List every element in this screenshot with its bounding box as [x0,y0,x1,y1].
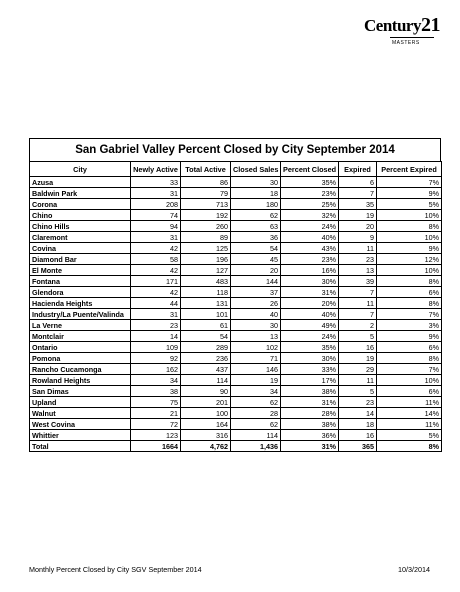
value-cell: 7% [377,309,442,320]
value-cell: 23% [281,188,339,199]
value-cell: 13 [231,331,281,342]
city-cell: Fontana [30,276,131,287]
value-cell: 7 [339,309,377,320]
value-cell: 54 [181,331,231,342]
value-cell: 102 [231,342,281,353]
value-cell: 23% [281,254,339,265]
value-cell: 14 [339,408,377,419]
table-row [30,221,442,232]
value-cell: 63 [231,221,281,232]
value-cell: 45 [231,254,281,265]
value-cell: 6% [377,287,442,298]
value-cell: 10% [377,375,442,386]
value-cell: 62 [231,397,281,408]
column-header: Percent Expired [377,162,442,177]
value-cell: 118 [181,287,231,298]
table-row [30,265,442,276]
value-cell: 16 [339,342,377,353]
city-cell: Corona [30,199,131,210]
total-value-cell: 365 [339,441,377,452]
value-cell: 20 [339,221,377,232]
city-cell: Baldwin Park [30,188,131,199]
total-value-cell: 1,436 [231,441,281,452]
table-row [30,309,442,320]
total-label-cell: Total [30,441,131,452]
table-row [30,188,442,199]
value-cell: 31 [131,232,181,243]
value-cell: 114 [181,375,231,386]
value-cell: 43% [281,243,339,254]
value-cell: 32% [281,210,339,221]
city-cell: Hacienda Heights [30,298,131,309]
value-cell: 201 [181,397,231,408]
value-cell: 3% [377,320,442,331]
total-value-cell: 31% [281,441,339,452]
value-cell: 40% [281,232,339,243]
value-cell: 8% [377,221,442,232]
table-row [30,243,442,254]
table-row [30,353,442,364]
value-cell: 20% [281,298,339,309]
logo-brand-text: Century [364,16,421,35]
value-cell: 18 [339,419,377,430]
city-cell: Upland [30,397,131,408]
century21-logo [364,14,444,52]
value-cell: 10% [377,210,442,221]
value-cell: 89 [181,232,231,243]
value-cell: 9% [377,331,442,342]
value-cell: 12% [377,254,442,265]
table-row [30,419,442,430]
logo-subtitle: MASTERS [392,40,420,46]
city-cell: Ontario [30,342,131,353]
table-row [30,320,442,331]
city-cell: La Verne [30,320,131,331]
column-header: City [30,162,131,177]
table-row [30,254,442,265]
value-cell: 40 [231,309,281,320]
value-cell: 10% [377,232,442,243]
value-cell: 146 [231,364,281,375]
city-cell: San Dimas [30,386,131,397]
value-cell: 171 [131,276,181,287]
value-cell: 180 [231,199,281,210]
value-cell: 28 [231,408,281,419]
value-cell: 5% [377,430,442,441]
value-cell: 31 [131,188,181,199]
column-header: Percent Closed [281,162,339,177]
value-cell: 30 [231,177,281,188]
value-cell: 23 [131,320,181,331]
value-cell: 90 [181,386,231,397]
value-cell: 125 [181,243,231,254]
value-cell: 37 [231,287,281,298]
value-cell: 192 [181,210,231,221]
value-cell: 11 [339,243,377,254]
value-cell: 16 [339,430,377,441]
value-cell: 8% [377,276,442,287]
table-row [30,342,442,353]
value-cell: 8% [377,353,442,364]
table-body [30,177,442,452]
table-row [30,287,442,298]
value-cell: 35% [281,177,339,188]
value-cell: 10% [377,265,442,276]
city-cell: Azusa [30,177,131,188]
value-cell: 18 [231,188,281,199]
value-cell: 26 [231,298,281,309]
column-header: Newly Active [131,162,181,177]
value-cell: 86 [181,177,231,188]
value-cell: 35 [339,199,377,210]
city-cell: Rancho Cucamonga [30,364,131,375]
table-row [30,364,442,375]
value-cell: 38 [131,386,181,397]
value-cell: 62 [231,419,281,430]
value-cell: 289 [181,342,231,353]
value-cell: 8% [377,298,442,309]
table-row [30,232,442,243]
value-cell: 62 [231,210,281,221]
logo-underline [390,37,434,38]
value-cell: 100 [181,408,231,419]
value-cell: 28% [281,408,339,419]
city-cell: Chino [30,210,131,221]
value-cell: 208 [131,199,181,210]
value-cell: 61 [181,320,231,331]
total-value-cell: 4,762 [181,441,231,452]
logo-number: 21 [420,14,440,36]
footer-date: 10/3/2014 [398,565,430,574]
city-cell: Diamond Bar [30,254,131,265]
value-cell: 101 [181,309,231,320]
value-cell: 44 [131,298,181,309]
city-cell: Walnut [30,408,131,419]
value-cell: 260 [181,221,231,232]
value-cell: 34 [131,375,181,386]
total-value-cell: 1664 [131,441,181,452]
value-cell: 23 [339,254,377,265]
value-cell: 11% [377,419,442,430]
value-cell: 11% [377,397,442,408]
table-row [30,210,442,221]
value-cell: 127 [181,265,231,276]
value-cell: 30% [281,353,339,364]
table-row [30,331,442,342]
value-cell: 164 [181,419,231,430]
city-cell: Whittier [30,430,131,441]
value-cell: 144 [231,276,281,287]
percent-closed-table [29,161,442,452]
table-row [30,298,442,309]
value-cell: 74 [131,210,181,221]
table-row [30,199,442,210]
value-cell: 49% [281,320,339,331]
value-cell: 14% [377,408,442,419]
table-row [30,177,442,188]
value-cell: 34 [231,386,281,397]
value-cell: 131 [181,298,231,309]
value-cell: 36 [231,232,281,243]
value-cell: 5% [377,199,442,210]
value-cell: 9% [377,188,442,199]
value-cell: 316 [181,430,231,441]
table-row [30,375,442,386]
value-cell: 29 [339,364,377,375]
table-header-row [30,162,442,177]
table-row [30,430,442,441]
value-cell: 40% [281,309,339,320]
value-cell: 7 [339,188,377,199]
value-cell: 39 [339,276,377,287]
value-cell: 109 [131,342,181,353]
value-cell: 33% [281,364,339,375]
value-cell: 31% [281,397,339,408]
value-cell: 14 [131,331,181,342]
value-cell: 11 [339,298,377,309]
value-cell: 17% [281,375,339,386]
value-cell: 6 [339,177,377,188]
city-cell: Rowland Heights [30,375,131,386]
value-cell: 35% [281,342,339,353]
table-row [30,397,442,408]
city-cell: Industry/La Puente/Valinda [30,309,131,320]
total-value-cell: 8% [377,441,442,452]
value-cell: 483 [181,276,231,287]
value-cell: 71 [231,353,281,364]
value-cell: 72 [131,419,181,430]
value-cell: 11 [339,375,377,386]
value-cell: 437 [181,364,231,375]
value-cell: 31 [131,309,181,320]
value-cell: 7 [339,287,377,298]
value-cell: 23 [339,397,377,408]
table-row [30,408,442,419]
total-row [30,441,442,452]
value-cell: 13 [339,265,377,276]
city-cell: Chino Hills [30,221,131,232]
column-header: Closed Sales [231,162,281,177]
value-cell: 5 [339,386,377,397]
table-title: San Gabriel Valley Percent Closed by City September 2014 [29,138,441,161]
value-cell: 21 [131,408,181,419]
value-cell: 92 [131,353,181,364]
value-cell: 25% [281,199,339,210]
value-cell: 16% [281,265,339,276]
value-cell: 42 [131,265,181,276]
report-table-container [29,138,441,452]
city-cell: El Monte [30,265,131,276]
city-cell: Covina [30,243,131,254]
city-cell: Pomona [30,353,131,364]
value-cell: 20 [231,265,281,276]
column-header: Expired [339,162,377,177]
value-cell: 6% [377,342,442,353]
value-cell: 123 [131,430,181,441]
value-cell: 38% [281,386,339,397]
value-cell: 5 [339,331,377,342]
value-cell: 42 [131,287,181,298]
value-cell: 24% [281,331,339,342]
city-cell: Montclair [30,331,131,342]
value-cell: 36% [281,430,339,441]
value-cell: 196 [181,254,231,265]
value-cell: 79 [181,188,231,199]
value-cell: 54 [231,243,281,254]
value-cell: 31% [281,287,339,298]
city-cell: Claremont [30,232,131,243]
value-cell: 236 [181,353,231,364]
value-cell: 19 [231,375,281,386]
footer-report-name: Monthly Percent Closed by City SGV September 2014 [29,565,202,574]
value-cell: 19 [339,210,377,221]
value-cell: 7% [377,364,442,375]
value-cell: 713 [181,199,231,210]
value-cell: 19 [339,353,377,364]
value-cell: 6% [377,386,442,397]
value-cell: 162 [131,364,181,375]
value-cell: 38% [281,419,339,430]
value-cell: 7% [377,177,442,188]
table-row [30,386,442,397]
value-cell: 24% [281,221,339,232]
value-cell: 58 [131,254,181,265]
value-cell: 30% [281,276,339,287]
value-cell: 9% [377,243,442,254]
table-row [30,276,442,287]
value-cell: 114 [231,430,281,441]
value-cell: 94 [131,221,181,232]
value-cell: 33 [131,177,181,188]
column-header: Total Active [181,162,231,177]
value-cell: 9 [339,232,377,243]
city-cell: Glendora [30,287,131,298]
value-cell: 42 [131,243,181,254]
value-cell: 30 [231,320,281,331]
value-cell: 2 [339,320,377,331]
city-cell: West Covina [30,419,131,430]
value-cell: 75 [131,397,181,408]
